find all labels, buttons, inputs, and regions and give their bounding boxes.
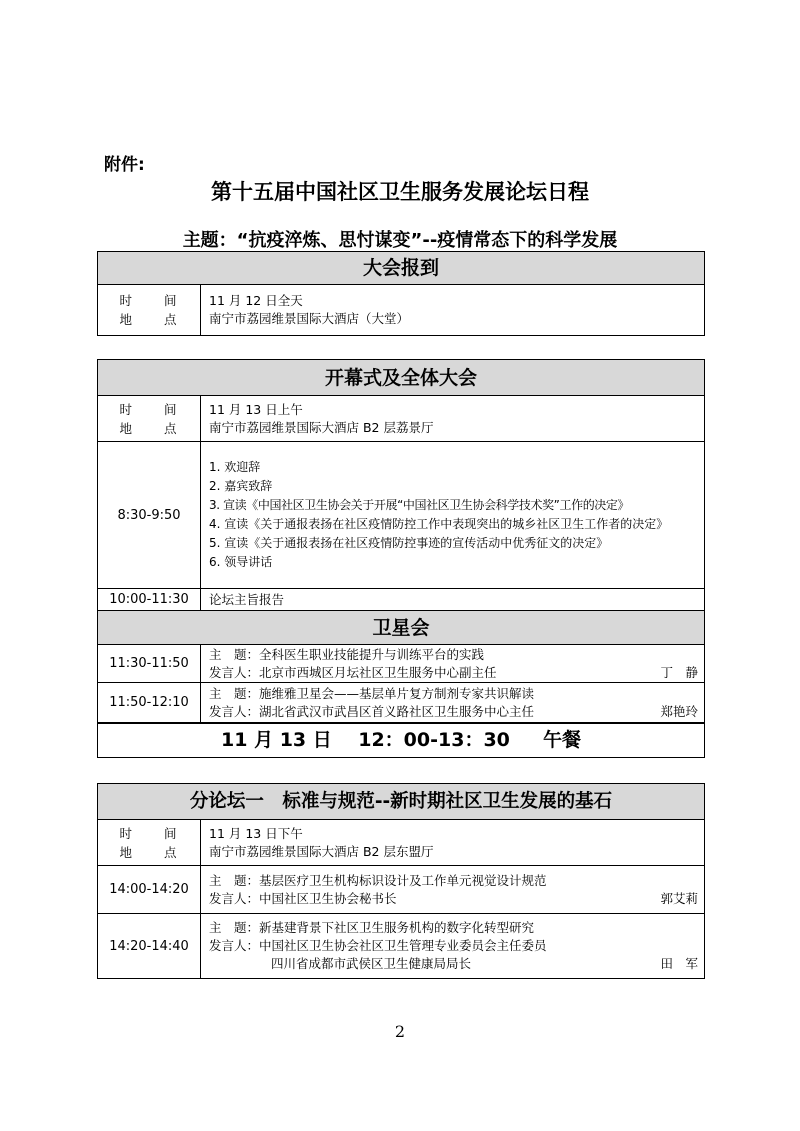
speaker-name: 郑艳玲 xyxy=(660,703,698,719)
opening-info-row xyxy=(98,396,704,442)
talk-topic: 主 题：施维雅卫星会——基层单片复方制剂专家共识解读 xyxy=(209,685,535,701)
speaker-line xyxy=(209,703,698,721)
page-number: 2 xyxy=(394,1022,406,1041)
slot-time: 14:20-14:40 xyxy=(98,914,201,978)
speaker-name: 郭艾莉 xyxy=(660,890,698,906)
agenda-item: 3. 宣读《中国社区卫生协会关于开展“中国社区卫生协会科学技术奖”工作的决定》 xyxy=(209,498,630,512)
place-label: 地 点 xyxy=(119,312,191,327)
time-place-labels xyxy=(98,820,201,865)
satellite-row-1 xyxy=(98,645,704,683)
talk-topic: 主 题：全科医生职业技能提升与训练平台的实践 xyxy=(209,646,485,662)
talk-topic: 主 题：新基建背景下社区卫生服务机构的数字化转型研究 xyxy=(209,920,535,935)
registration-section xyxy=(97,251,705,336)
satellite-talk-1 xyxy=(201,645,704,682)
opening-section xyxy=(97,359,705,758)
place-value: 南宁市荔园维景国际大酒店（大堂） xyxy=(209,311,410,326)
opening-header: 开幕式及全体大会 xyxy=(98,360,704,396)
time-label: 时 间 xyxy=(119,825,191,841)
time-place-values xyxy=(201,820,704,865)
agenda-item: 5. 宣读《关于通报表扬在社区疫情防控事迹的宣传活动中优秀征文的决定》 xyxy=(209,536,609,550)
time-label: 时 间 xyxy=(119,401,191,417)
time-place-values xyxy=(201,285,704,335)
slot-time: 8:30-9:50 xyxy=(98,442,201,588)
speaker-line xyxy=(209,890,698,908)
time-value: 11 月 12 日全天 xyxy=(209,293,303,308)
agenda-list xyxy=(201,442,704,588)
opening-agenda-row xyxy=(98,442,704,589)
subforum-one-section xyxy=(97,783,705,979)
keynote-row xyxy=(98,589,704,611)
time-place-values xyxy=(201,396,704,441)
time-place-labels xyxy=(98,396,201,441)
agenda-item: 4. 宣读《关于通报表扬在社区疫情防控工作中表现突出的城乡社区卫生工作者的决定》 xyxy=(209,517,669,531)
talk-speaker-extra: 四川省成都市武侯区卫生健康局局长 xyxy=(271,956,472,971)
page-subtitle: 主题：“抗疫淬炼、思忖谋变”--疫情常态下的科学发展 xyxy=(182,230,618,251)
talk-speaker: 发言人：北京市西城区月坛社区卫生服务中心副主任 xyxy=(209,664,497,680)
subforum-one-header: 分论坛一 标准与规范--新时期社区卫生发展的基石 xyxy=(98,784,704,820)
speaker-line xyxy=(209,955,698,973)
place-label: 地 点 xyxy=(119,420,191,436)
slot-time: 14:00-14:20 xyxy=(98,866,201,913)
slot-time: 11:30-11:50 xyxy=(98,645,201,682)
satellite-row-2 xyxy=(98,683,704,723)
time-value: 11 月 13 日上午 xyxy=(209,401,303,417)
speaker-line xyxy=(209,664,698,682)
registration-info-row xyxy=(98,285,704,335)
talk-speaker: 发言人：中国社区卫生协会社区卫生管理专业委员会主任委员 xyxy=(209,938,547,953)
registration-header: 大会报到 xyxy=(98,252,704,285)
page-title: 第十五届中国社区卫生服务发展论坛日程 xyxy=(211,180,589,204)
time-value: 11 月 13 日下午 xyxy=(209,825,303,841)
time-place-labels xyxy=(98,285,201,335)
agenda-item: 6. 领导讲话 xyxy=(209,555,273,569)
speaker-name: 丁 静 xyxy=(660,664,698,680)
talk-speaker: 发言人：湖北省武汉市武昌区首义路社区卫生服务中心主任 xyxy=(209,703,535,719)
slot-time: 10:00-11:30 xyxy=(98,589,201,610)
place-value: 南宁市荔园维景国际大酒店 B2 层荔景厅 xyxy=(209,419,434,435)
talk-speaker: 发言人：中国社区卫生协会秘书长 xyxy=(209,890,397,906)
slot-time: 11:50-12:10 xyxy=(98,683,201,722)
subforum-talk-2 xyxy=(201,914,704,978)
talk-topic: 主 题：基层医疗卫生机构标识设计及工作单元视觉设计规范 xyxy=(209,872,547,888)
agenda-item: 1. 欢迎辞 xyxy=(209,460,261,474)
subforum-talk-1 xyxy=(201,866,704,913)
subforum-row-1 xyxy=(98,866,704,914)
place-value: 南宁市荔园维景国际大酒店 B2 层东盟厅 xyxy=(209,843,434,859)
satellite-header: 卫星会 xyxy=(98,611,704,645)
keynote-text: 论坛主旨报告 xyxy=(209,591,285,607)
subforum-row-2 xyxy=(98,914,704,978)
lunch-banner: 11 月 13 日 12：00-13：30 午餐 xyxy=(98,723,704,757)
place-label: 地 点 xyxy=(119,844,191,860)
satellite-talk-2 xyxy=(201,683,704,722)
speaker-name: 田 军 xyxy=(660,956,698,971)
agenda-item: 2. 嘉宾致辞 xyxy=(209,479,273,493)
attachment-label: 附件: xyxy=(104,155,145,175)
subforum-info-row xyxy=(98,820,704,866)
time-label: 时 间 xyxy=(119,293,191,308)
